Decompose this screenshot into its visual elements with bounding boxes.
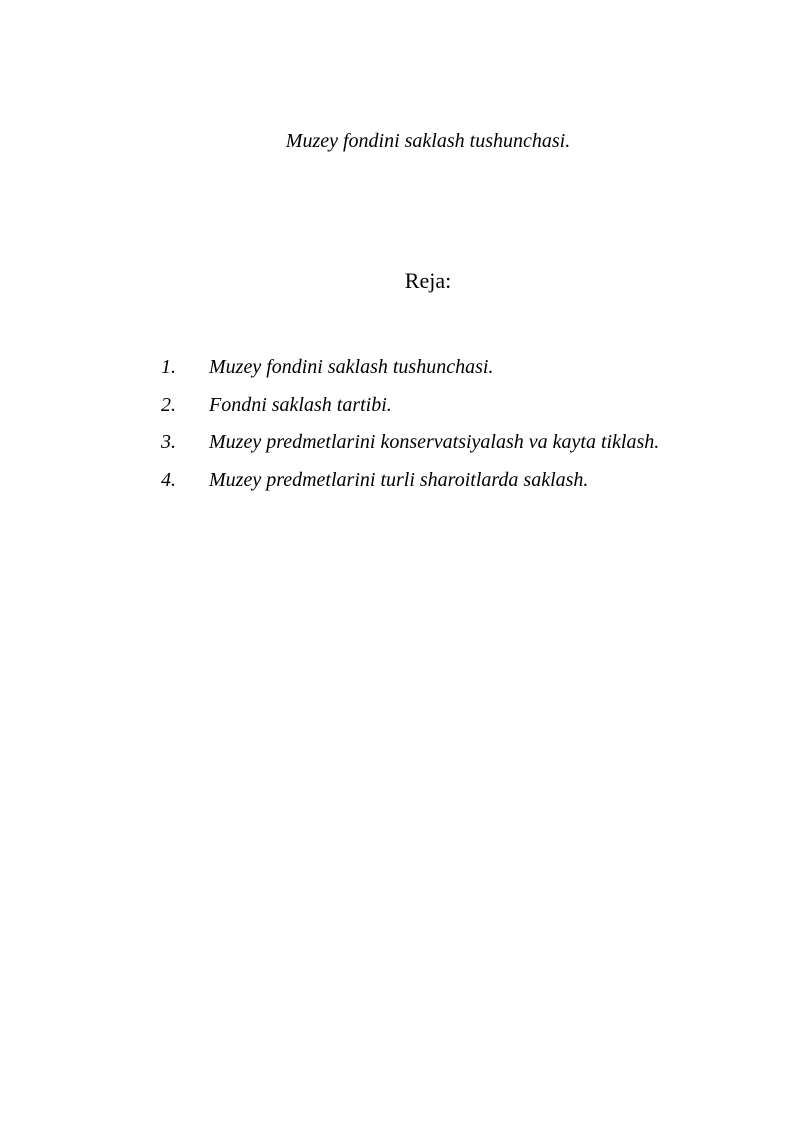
plan-item-text: Fondni saklash tartibi.: [209, 393, 392, 416]
plan-item-text: Muzey predmetlarini konservatsiyalash va kayta tiklash.: [209, 431, 660, 453]
plan-item-number: 1.: [161, 356, 176, 378]
plan-item-number: 3.: [161, 431, 176, 453]
plan-item-text: Muzey fondini saklash tushunchasi.: [209, 356, 494, 378]
plan-item: [161, 424, 659, 462]
plan-item-text: Muzey predmetlarini turli sharoitlarda saklash.: [209, 468, 589, 491]
plan-heading: Reja:: [404, 268, 452, 293]
plan-item: [161, 387, 659, 425]
plan-list: [161, 349, 659, 499]
plan-item-number: 4.: [161, 468, 176, 491]
plan-item: [161, 349, 659, 387]
document-title: Muzey fondini saklash tushunchasi.: [285, 130, 571, 152]
plan-item-number: 2.: [161, 393, 176, 416]
plan-item: [161, 462, 659, 500]
